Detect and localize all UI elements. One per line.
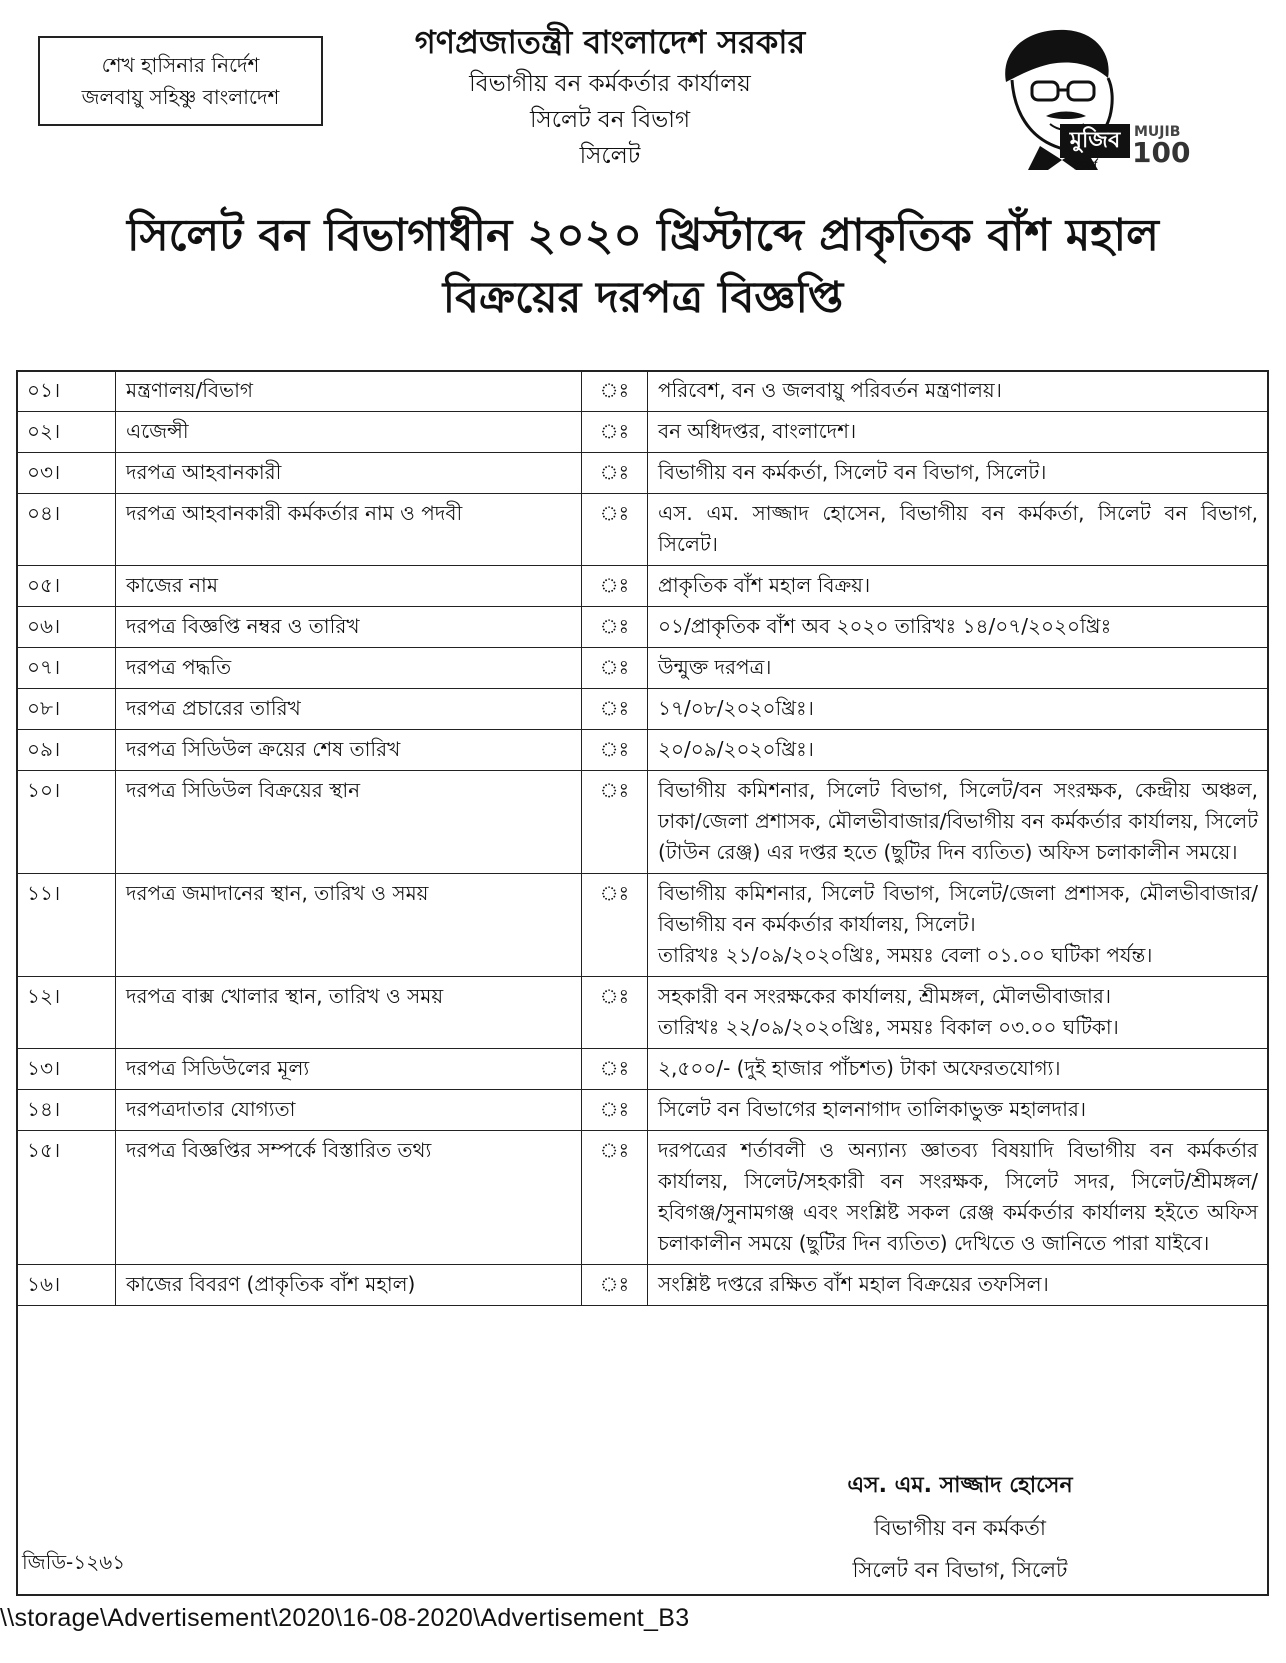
table-row xyxy=(17,453,1269,494)
row-colon: ঃ xyxy=(582,371,648,412)
row-number: ০৩। xyxy=(17,453,116,494)
row-value: সিলেট বন বিভাগের হালনাগাদ তালিকাভুক্ত মহালদার। xyxy=(648,1090,1269,1131)
row-colon: ঃ xyxy=(582,874,648,977)
row-number: ১০। xyxy=(17,771,116,874)
row-colon: ঃ xyxy=(582,412,648,453)
row-label: দরপত্র সিডিউল ক্রয়ের শেষ তারিখ xyxy=(116,730,582,771)
row-colon: ঃ xyxy=(582,607,648,648)
row-value: বন অধিদপ্তর, বাংলাদেশ। xyxy=(648,412,1269,453)
row-value: ০১/প্রাকৃতিক বাঁশ অব ২০২০ তারিখঃ ১৪/০৭/২০২০খ্রিঃ xyxy=(648,607,1269,648)
table-row xyxy=(17,1265,1269,1306)
gd-number: জিডি-১২৬১ xyxy=(22,1550,126,1574)
table-row xyxy=(17,1049,1269,1090)
row-colon: ঃ xyxy=(582,977,648,1049)
row-number: ০২। xyxy=(17,412,116,453)
row-colon: ঃ xyxy=(582,453,648,494)
row-number: ০৮। xyxy=(17,689,116,730)
row-value: প্রাকৃতিক বাঁশ মহাল বিক্রয়। xyxy=(648,566,1269,607)
row-colon: ঃ xyxy=(582,689,648,730)
city-name: সিলেট xyxy=(579,143,641,169)
table-row xyxy=(17,1131,1269,1265)
row-number: ০৭। xyxy=(17,648,116,689)
government-name: গণপ্রজাতন্ত্রী বাংলাদেশ সরকার xyxy=(414,23,806,61)
row-colon: ঃ xyxy=(582,730,648,771)
row-label: দরপত্র বিজ্ঞপ্তির সম্পর্কে বিস্তারিত তথ্য xyxy=(116,1131,582,1265)
row-value: উন্মুক্ত দরপত্র। xyxy=(648,648,1269,689)
row-colon: ঃ xyxy=(582,1265,648,1306)
row-number: ১৫। xyxy=(17,1131,116,1265)
signatory-office: সিলেট বন বিভাগ, সিলেট xyxy=(852,1558,1068,1582)
tender-details-table xyxy=(16,370,1269,1306)
file-path: \\storage\Advertisement\2020\16-08-2020\Advertisement_B3 xyxy=(0,1604,690,1632)
signatory-designation: বিভাগীয় বন কর্মকর্তা xyxy=(873,1516,1047,1540)
row-value: পরিবেশ, বন ও জলবায়ু পরিবর্তন মন্ত্রণালয়। xyxy=(648,371,1269,412)
row-number: ১৪। xyxy=(17,1090,116,1131)
row-value: এস. এম. সাজ্জাদ হোসেন, বিভাগীয় বন কর্মকর্তা, সিলেট বন বিভাগ, সিলেট। xyxy=(648,494,1269,566)
row-label: দরপত্র জমাদানের স্থান, তারিখ ও সময় xyxy=(116,874,582,977)
table-row xyxy=(17,977,1269,1049)
row-number: ০৯। xyxy=(17,730,116,771)
row-colon: ঃ xyxy=(582,1049,648,1090)
row-value-line: বিভাগীয় কমিশনার, সিলেট বিভাগ, সিলেট/জেলা প্রশাসক, মৌলভীবাজার/বিভাগীয় বন কর্মকর্তার কার্যালয়, সিলেট। xyxy=(658,881,1258,936)
table-row xyxy=(17,494,1269,566)
mujib-bangla-text: মুজিব xyxy=(1060,124,1130,158)
row-colon: ঃ xyxy=(582,494,648,566)
row-label: দরপত্রদাতার যোগ্যতা xyxy=(116,1090,582,1131)
slogan-box xyxy=(38,36,323,126)
table-row xyxy=(17,730,1269,771)
row-label: এজেন্সী xyxy=(116,412,582,453)
header xyxy=(330,18,890,174)
row-label: দরপত্র আহবানকারী কর্মকর্তার নাম ও পদবী xyxy=(116,494,582,566)
row-label: দরপত্র আহবানকারী xyxy=(116,453,582,494)
row-label: দরপত্র বাক্স খোলার স্থান, তারিখ ও সময় xyxy=(116,977,582,1049)
division-name: সিলেট বন বিভাগ xyxy=(529,107,691,133)
slogan-line-2: জলবায়ু সহিষ্ণু বাংলাদেশ xyxy=(81,85,280,109)
row-number: ১২। xyxy=(17,977,116,1049)
row-value-line: তারিখঃ ২২/০৯/২০২০খ্রিঃ, সময়ঃ বিকাল ০৩.০০ ঘটিকা। xyxy=(658,1015,1119,1039)
row-number: ০৫। xyxy=(17,566,116,607)
mujib-100-logo xyxy=(988,20,1218,170)
row-label: দরপত্র বিজ্ঞপ্তি নম্বর ও তারিখ xyxy=(116,607,582,648)
row-colon: ঃ xyxy=(582,1090,648,1131)
row-label: দরপত্র পদ্ধতি xyxy=(116,648,582,689)
row-number: ০১। xyxy=(17,371,116,412)
row-value: ১৭/০৮/২০২০খ্রিঃ। xyxy=(648,689,1269,730)
row-number: ১১। xyxy=(17,874,116,977)
row-colon: ঃ xyxy=(582,1131,648,1265)
row-label: দরপত্র সিডিউল বিক্রয়ের স্থান xyxy=(116,771,582,874)
row-value: বিভাগীয় বন কর্মকর্তা, সিলেট বন বিভাগ, সিলেট। xyxy=(648,453,1269,494)
row-colon: ঃ xyxy=(582,771,648,874)
table-row xyxy=(17,1090,1269,1131)
row-label: মন্ত্রণালয়/বিভাগ xyxy=(116,371,582,412)
row-value-line: সহকারী বন সংরক্ষকের কার্যালয়, শ্রীমঙ্গল, মৌলভীবাজার। xyxy=(658,984,1111,1008)
table-row xyxy=(17,412,1269,453)
notice-title xyxy=(0,205,1286,329)
office-name: বিভাগীয় বন কর্মকর্তার কার্যালয় xyxy=(469,71,751,97)
row-colon: ঃ xyxy=(582,566,648,607)
row-label: কাজের নাম xyxy=(116,566,582,607)
table-row xyxy=(17,874,1269,977)
table-row xyxy=(17,689,1269,730)
row-value: ২০/০৯/২০২০খ্রিঃ। xyxy=(648,730,1269,771)
signatory-name: এস. এম. সাজ্জাদ হোসেন xyxy=(847,1473,1073,1498)
row-value xyxy=(648,874,1269,977)
row-label: দরপত্র সিডিউলের মূল্য xyxy=(116,1049,582,1090)
row-value: সংশ্লিষ্ট দপ্তরে রক্ষিত বাঁশ মহাল বিক্রয়ের তফসিল। xyxy=(648,1265,1269,1306)
table-row xyxy=(17,771,1269,874)
mujib-english-text: MUJIB xyxy=(1134,124,1181,140)
row-value: বিভাগীয় কমিশনার, সিলেট বিভাগ, সিলেট/বন সংরক্ষক, কেন্দ্রীয় অঞ্চল, ঢাকা/জেলা প্রশাসক, মৌলভীবাজার/বিভাগীয় বন কর্মকর্তার কার্যালয়, সিলেট (টাউন রেঞ্জ) এর দপ্তর হতে (ছুটির দিন ব্যতিত) অফিস চলাকালীন সময়ে। xyxy=(648,771,1269,874)
row-number: ১৩। xyxy=(17,1049,116,1090)
row-value-line: তারিখঃ ২১/০৯/২০২০খ্রিঃ, সময়ঃ বেলা ০১.০০ ঘটিকা পর্যন্ত। xyxy=(658,943,1153,967)
title-line-1: সিলেট বন বিভাগাধীন ২০২০ খ্রিস্টাব্দে প্রাকৃতিক বাঁশ মহাল xyxy=(127,210,1159,261)
row-label: দরপত্র প্রচারের তারিখ xyxy=(116,689,582,730)
row-value xyxy=(648,977,1269,1049)
table-row xyxy=(17,648,1269,689)
title-line-2: বিক্রয়ের দরপত্র বিজ্ঞপ্তি xyxy=(442,273,844,323)
table-row xyxy=(17,371,1269,412)
row-value: দরপত্রের শর্তাবলী ও অন্যান্য জ্ঞাতব্য বিষয়াদি বিভাগীয় বন কর্মকর্তার কার্যালয়, সিলেট/সহকারী বন সংরক্ষক, সিলেট সদর, সিলেট/শ্রীমঙ্গল/হবিগঞ্জ/সুনামগঞ্জ এবং সংশ্লিষ্ট সকল রেঞ্জ কর্মকর্তার কার্যালয় হইতে অফিস চলাকালীন সময়ে (ছুটির দিন ব্যতিত) দেখিতে ও জানিতে পারা যাইবে। xyxy=(648,1131,1269,1265)
row-number: ১৬। xyxy=(17,1265,116,1306)
slogan-line-1: শেখ হাসিনার নির্দেশ xyxy=(101,53,260,77)
mujib-number: 100 xyxy=(1132,136,1191,169)
table-row xyxy=(17,566,1269,607)
signature-block xyxy=(760,1465,1160,1591)
mujib-sub-text: শতবর্ষ xyxy=(1070,159,1097,172)
row-number: ০৬। xyxy=(17,607,116,648)
row-colon: ঃ xyxy=(582,648,648,689)
row-value: ২,৫০০/- (দুই হাজার পাঁচশত) টাকা অফেরতযোগ্য। xyxy=(648,1049,1269,1090)
table-row xyxy=(17,607,1269,648)
row-label: কাজের বিবরণ (প্রাকৃতিক বাঁশ মহাল) xyxy=(116,1265,582,1306)
row-number: ০৪। xyxy=(17,494,116,566)
